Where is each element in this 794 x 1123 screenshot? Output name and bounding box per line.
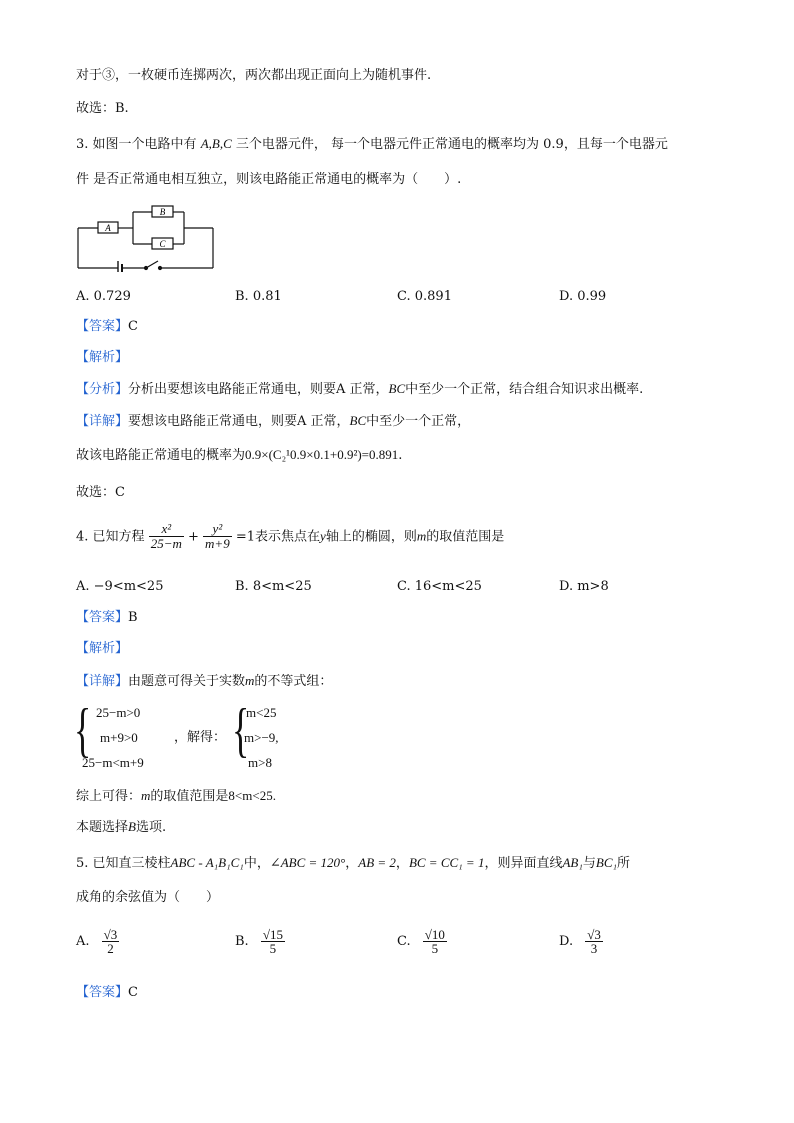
option-b: B. $\frac{√15}{5}$ xyxy=(235,927,283,956)
system2-row: m<25 xyxy=(246,705,277,720)
system1-row: m+9>0 xyxy=(100,730,138,745)
text-line: 故选：B. xyxy=(76,101,129,116)
option-b: B. 0.81 xyxy=(235,289,282,304)
option-b: B. 8<m<25 xyxy=(235,579,312,594)
label-b: B xyxy=(159,207,166,217)
system1-row: 25−m>0 xyxy=(96,705,141,720)
probability-line: 故该电路能正常通电的概率为0.9×(C₂¹0.9×0.1+0.9²)=0.891. xyxy=(76,447,403,463)
question-3-stem: 3. 如图一个电路中有 A,B,C 三个电器元件， 每一个电器元件正常通电的概率均为 0.9，且每一个电器元 xyxy=(76,136,668,152)
question-4-stem: 4. 已知方程 $\frac{\text{x²}}{25-m}$ + $\frac{\text{y²}}{m+9}$ =1表示焦点在y轴上的椭圆，则m的取值范围是 xyxy=(76,521,505,552)
system1-row: 25−m<m+9 xyxy=(82,755,144,770)
option-c: C. $\frac{√10}{5}$ xyxy=(397,927,445,956)
xiangjie-line: 【详解】要想该电路能正常通电，则要A 正常，BC中至少一个正常， xyxy=(76,413,471,429)
circuit-diagram xyxy=(76,198,216,272)
option-d: D. 0.99 xyxy=(559,289,607,304)
left-brace-2: { xyxy=(232,697,250,763)
option-c: C. 0.891 xyxy=(397,289,452,304)
label-c: C xyxy=(159,239,166,249)
system2-row: m>8 xyxy=(248,755,272,770)
left-brace-1: { xyxy=(74,697,92,763)
answer-line: 【答案】C xyxy=(76,319,138,334)
summary-line: 综上可得：m的取值范围是8<m<25. xyxy=(76,788,276,804)
choose-line: 故选：C xyxy=(76,485,125,500)
option-a: A. −9<m<25 xyxy=(76,579,164,594)
question-5-stem: 5. 已知直三棱柱ABC - A₁B₁C₁中，∠ABC = 120°，AB = 2，BC = CC₁ = 1，则异面直线AB₁与BC₁所 xyxy=(76,855,631,871)
analysis-heading: 【解析】 xyxy=(76,350,129,365)
option-a: A. 0.729 xyxy=(76,289,131,304)
fenxi-line: 【分析】分析出要想该电路能正常通电，则要A 正常，BC中至少一个正常，结合组合知识求出概率. xyxy=(76,381,644,397)
solve-label: ，解得： xyxy=(174,730,227,745)
text-line: 对于③，一枚硬币连掷两次，两次都出现正面向上为随机事件. xyxy=(76,68,432,83)
option-c: C. 16<m<25 xyxy=(397,579,482,594)
option-d: D. $\frac{√3}{3}$ xyxy=(559,927,601,956)
system2-row: m>−9, xyxy=(244,730,279,745)
xiangjie-line: 【详解】由题意可得关于实数m的不等式组： xyxy=(76,673,333,689)
analysis-heading: 【解析】 xyxy=(76,641,129,656)
label-a: A xyxy=(105,223,111,233)
option-d: D. m>8 xyxy=(559,579,609,594)
answer-line: 【答案】B xyxy=(76,610,138,625)
question-3-stem-cont: 件 是否正常通电相互独立，则该电路能正常通电的概率为（ ）. xyxy=(76,172,462,187)
choose-line: 本题选择B选项. xyxy=(76,819,167,835)
question-5-stem-cont: 成角的余弦值为（ ） xyxy=(76,890,220,905)
option-a: A. $\frac{√3}{2}$ xyxy=(76,927,118,956)
answer-line: 【答案】C xyxy=(76,985,138,1000)
